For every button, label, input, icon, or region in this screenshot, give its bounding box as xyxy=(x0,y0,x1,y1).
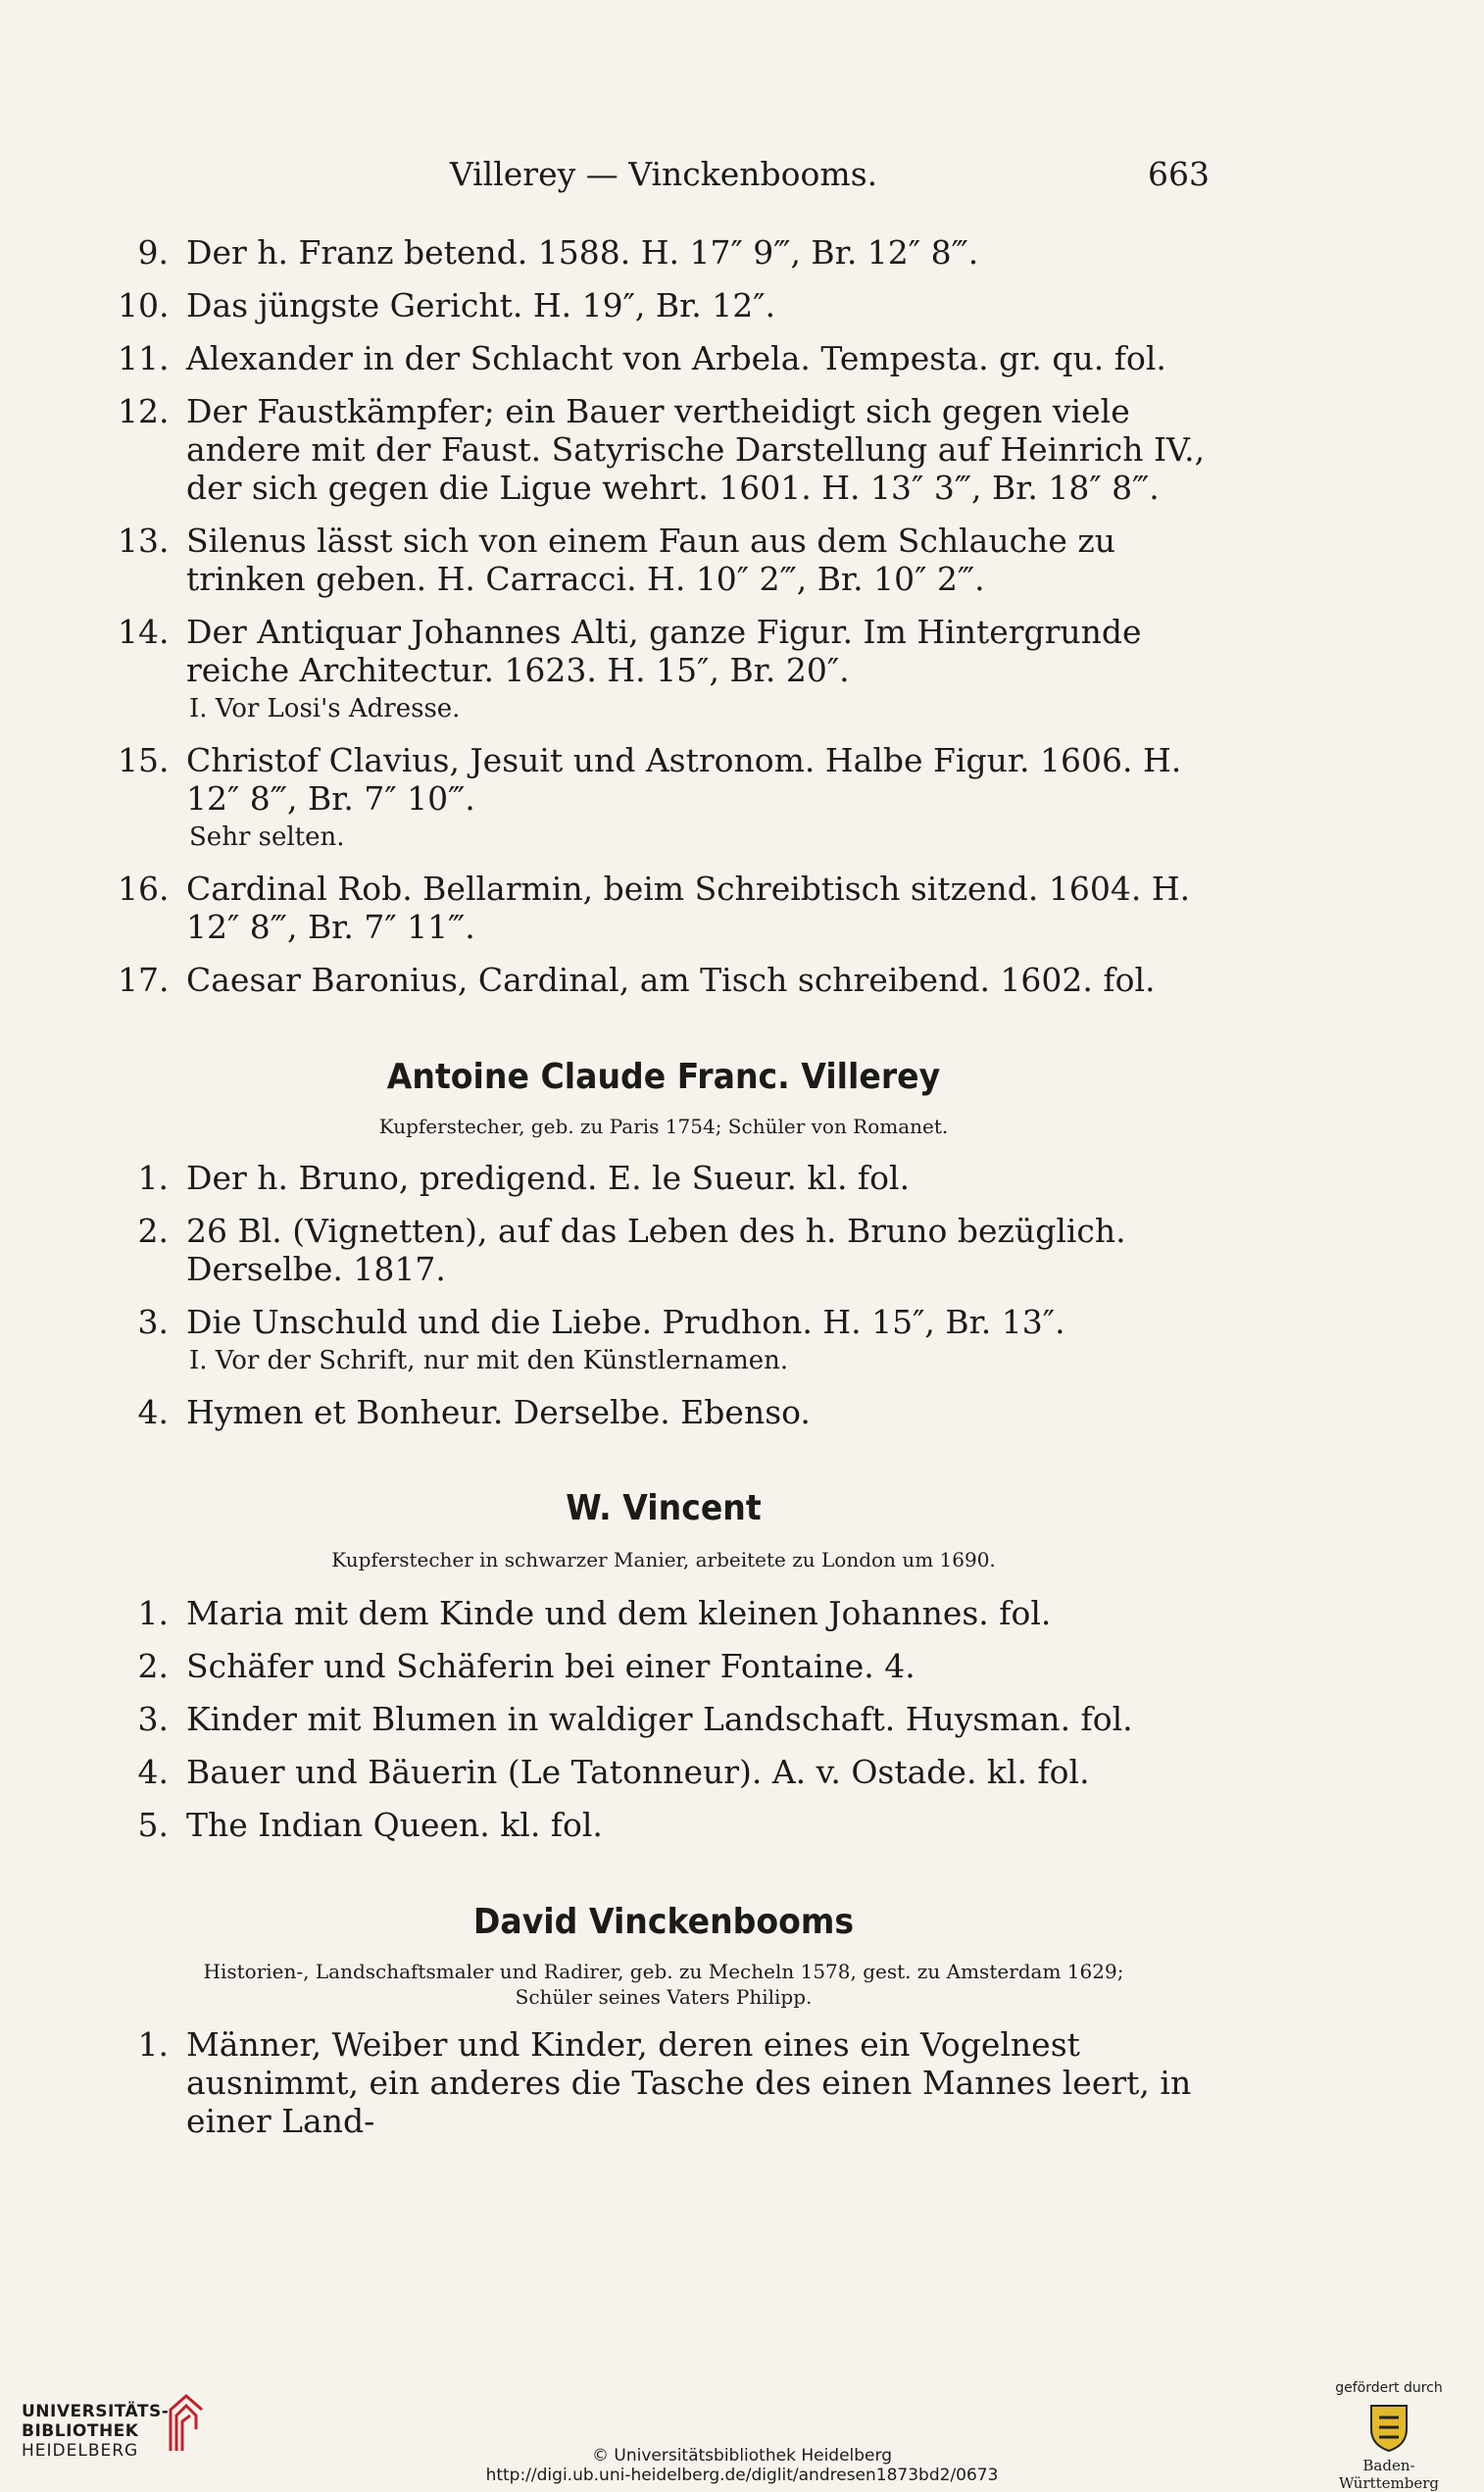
list-item: 16. Cardinal Rob. Bellarmin, beim Schreibtisch sitzend. 1604. H. 12″ 8‴, Br. 7″ 11‴. xyxy=(118,870,1191,946)
entry-text: Caesar Baronius, Cardinal, am Tisch schreibend. 1602. fol. xyxy=(186,961,1156,999)
list-item: 17. Caesar Baronius, Cardinal, am Tisch schreibend. 1602. fol. xyxy=(118,961,1156,999)
list-item: 12. Der Faustkämpfer; ein Bauer vertheidigt sich gegen viele andere mit der Faust. Satyrische Darstellung auf Heinrich IV., der sich gegen die Ligue wehrt. 1601. H. 13″ 3‴, Br. 18″ 8‴. xyxy=(118,392,1206,507)
entry-text: Hymen et Bonheur. Derselbe. Ebenso. xyxy=(186,1393,811,1431)
library-logo[interactable]: UNIVERSITÄTS- BIBLIOTHEK HEIDELBERG xyxy=(22,2402,170,2461)
section-subtitle-vincent: Kupferstecher in schwarzer Manier, arbeitete zu London um 1690. xyxy=(331,1548,996,1571)
running-head: Villerey — Vinckenbooms. xyxy=(449,155,878,193)
list-item: 3. Die Unschuld und die Liebe. Prudhon. H. 15″, Br. 13″. I. Vor der Schrift, nur mit den Künstlernamen. xyxy=(118,1303,1210,1378)
entries-top xyxy=(118,233,1210,1014)
section-title-villerey: Antoine Claude Franc. Villerey xyxy=(386,1057,941,1097)
entry-text: Schäfer und Schäferin bei einer Fontaine. 4. xyxy=(186,1647,915,1685)
entry-text: Der Faustkämpfer; ein Bauer vertheidigt sich gegen viele andere mit der Faust. Satyrische Darstellung auf Heinrich IV., der sich gegen die Ligue wehrt. 1601. H. 13″ 3‴, Br. 18″ 8‴. xyxy=(186,392,1206,507)
entry-note: Sehr selten. xyxy=(189,822,345,852)
section-title-vinckenbooms: David Vinckenbooms xyxy=(472,1902,855,1942)
entry-text: Männer, Weiber und Kinder, deren eines ein Vogelnest ausnimmt, ein anderes die Tasche des einen Mannes leert, in einer Land- xyxy=(186,2025,1192,2140)
entries-vinckenbooms xyxy=(118,2025,1210,2155)
list-item: 11. Alexander in der Schlacht von Arbela. Tempesta. gr. qu. fol. xyxy=(118,339,1166,377)
entry-note: I. Vor Losi's Adresse. xyxy=(189,694,461,723)
entry-text: The Indian Queen. kl. fol. xyxy=(186,1806,603,1844)
entry-text: 26 Bl. (Vignetten), auf das Leben des h. Bruno bezüglich. Derselbe. 1817. xyxy=(186,1212,1126,1288)
document-url[interactable]: http://digi.ub.uni-heidelberg.de/diglit/andresen1873bd2/0673 xyxy=(485,2466,999,2485)
list-item: 3. Kinder mit Blumen in waldiger Landschaft. Huysman. fol. xyxy=(137,1700,1133,1738)
list-item: 1. Männer, Weiber und Kinder, deren eines ein Vogelnest ausnimmt, ein anderes die Tasche des einen Mannes leert, in einer Land- xyxy=(137,2025,1192,2140)
entry-text: Silenus lässt sich von einem Faun aus dem Schlauche zu trinken geben. H. Carracci. H. 10″ 2‴, Br. 10″ 2‴. xyxy=(186,522,1115,598)
page-header xyxy=(118,155,1210,204)
list-item: 1. Maria mit dem Kinde und dem kleinen Johannes. fol. xyxy=(137,1594,1052,1632)
entry-text: Alexander in der Schlacht von Arbela. Tempesta. gr. qu. fol. xyxy=(186,339,1166,377)
entry-text: Christof Clavius, Jesuit und Astronom. Halbe Figur. 1606. H. 12″ 8‴, Br. 7″ 10‴. xyxy=(186,741,1182,818)
entry-text: Cardinal Rob. Bellarmin, beim Schreibtisch sitzend. 1604. H. 12″ 8‴, Br. 7″ 11‴. xyxy=(186,870,1191,946)
list-item: 4. Hymen et Bonheur. Derselbe. Ebenso. xyxy=(137,1393,811,1431)
state-crest-icon xyxy=(1367,2402,1410,2453)
entry-note: I. Vor der Schrift, nur mit den Künstlernamen. xyxy=(189,1346,789,1375)
section-subtitle-vinckenbooms: Historien-, Landschaftsmaler und Radirer, geb. zu Mecheln 1578, gest. zu Amsterdam 1629; Schüler seines Vaters Philipp. xyxy=(203,1960,1124,2009)
list-item: 9. Der h. Franz betend. 1588. H. 17″ 9‴, Br. 12″ 8‴. xyxy=(137,233,979,272)
page-number: 663 xyxy=(1148,155,1210,193)
section-subtitle-villerey: Kupferstecher, geb. zu Paris 1754; Schüler von Romanet. xyxy=(378,1115,949,1138)
list-item: 10. Das jüngste Gericht. H. 19″, Br. 12″. xyxy=(118,286,776,324)
copyright: © Universitätsbibliothek Heidelberg http://digi.ub.uni-heidelberg.de/diglit/andresen1873bd2/0673 xyxy=(0,2446,1484,2485)
sponsor: gefördert durch Baden-Württemberg xyxy=(1335,2380,1443,2492)
entry-text: Das jüngste Gericht. H. 19″, Br. 12″. xyxy=(186,286,776,324)
entries-vincent xyxy=(118,1594,1210,1859)
list-item: 5. The Indian Queen. kl. fol. xyxy=(137,1806,603,1844)
entry-text: Bauer und Bäuerin (Le Tatonneur). A. v. Ostade. kl. fol. xyxy=(186,1753,1090,1791)
list-item: 2. Schäfer und Schäferin bei einer Fontaine. 4. xyxy=(137,1647,915,1685)
section-title-vincent: W. Vincent xyxy=(566,1488,762,1528)
entry-text: Der h. Bruno, predigend. E. le Sueur. kl. fol. xyxy=(186,1159,911,1197)
list-item: 13. Silenus lässt sich von einem Faun aus dem Schlauche zu trinken geben. H. Carracci. H. 10″ 2‴, Br. 10″ 2‴. xyxy=(118,522,1115,598)
list-item: 1. Der h. Bruno, predigend. E. le Sueur. kl. fol. xyxy=(137,1159,911,1197)
list-item: 14. Der Antiquar Johannes Alti, ganze Figur. Im Hintergrunde reiche Architectur. 1623. H. 15″, Br. 20″. I. Vor Losi's Adresse. xyxy=(118,613,1210,726)
entry-text: Kinder mit Blumen in waldiger Landschaft. Huysman. fol. xyxy=(186,1700,1133,1738)
entry-text: Die Unschuld und die Liebe. Prudhon. H. 15″, Br. 13″. xyxy=(186,1303,1065,1341)
list-item: 4. Bauer und Bäuerin (Le Tatonneur). A. v. Ostade. kl. fol. xyxy=(137,1753,1090,1791)
entry-text: Maria mit dem Kinde und dem kleinen Johannes. fol. xyxy=(186,1594,1052,1632)
list-item: 2. 26 Bl. (Vignetten), auf das Leben des h. Bruno bezüglich. Derselbe. 1817. xyxy=(137,1212,1126,1288)
footer xyxy=(0,2363,1484,2492)
list-item: 15. Christof Clavius, Jesuit und Astronom. Halbe Figur. 1606. H. 12″ 8‴, Br. 7″ 10‴. Sehr selten. xyxy=(118,741,1210,855)
entry-text: Der Antiquar Johannes Alti, ganze Figur. Im Hintergrunde reiche Architectur. 1623. H. 15″, Br. 20″. xyxy=(186,613,1142,689)
entry-text: Der h. Franz betend. 1588. H. 17″ 9‴, Br. 12″ 8‴. xyxy=(186,233,979,272)
entries-villerey xyxy=(118,1159,1210,1446)
